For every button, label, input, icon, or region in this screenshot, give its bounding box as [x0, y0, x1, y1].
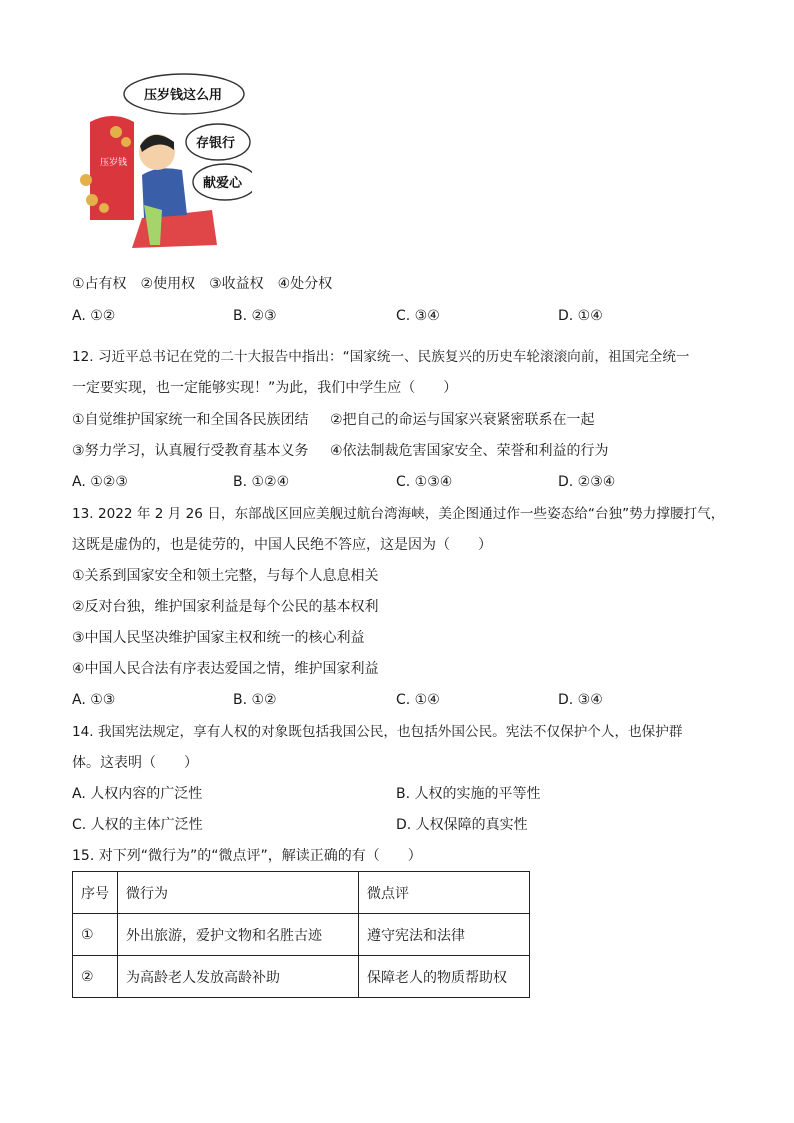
q12-option-a[interactable]: A. ①②③ [72, 474, 128, 490]
bubble-text-mid: 存银行 [196, 136, 236, 151]
q13-option-d[interactable]: D. ③④ [558, 692, 603, 708]
q12-statement-4: ④依法制裁危害国家安全、荣誉和利益的行为 [330, 443, 609, 459]
q11-statements: ①占有权 ②使用权 ③收益权 ④处分权 [72, 276, 333, 292]
table-row [73, 914, 530, 956]
q13-option-a[interactable]: A. ①③ [72, 692, 116, 708]
q14-option-a[interactable]: A. 人权内容的广泛性 [72, 786, 203, 802]
q11-option-d[interactable]: D. ①④ [558, 308, 603, 324]
q12-option-d[interactable]: D. ②③④ [558, 474, 616, 490]
q13-option-b[interactable]: B. ①② [233, 692, 277, 708]
table-cell: 为高龄老人发放高龄补助 [118, 956, 359, 998]
table-cell: ② [73, 956, 118, 998]
table-row [73, 956, 530, 998]
envelope-label: 压岁钱 [100, 158, 128, 168]
q12-statement-2: ②把自己的命运与国家兴衰紧密联系在一起 [330, 412, 595, 428]
q12-stem-line2: 一定要实现，也一定能够实现！”为此，我们中学生应（ ） [72, 380, 458, 396]
q13-stem-line2: 这既是虚伪的，也是徒劳的，中国人民绝不答应，这是因为（ ） [72, 537, 492, 553]
table-cell: 保障老人的物质帮助权 [359, 956, 530, 998]
q12-statement-1: ①自觉维护国家统一和全国各民族团结 [72, 412, 309, 428]
q13-statement-2: ②反对台独，维护国家利益是每个公民的基本权利 [72, 599, 379, 615]
q11-option-a[interactable]: A. ①② [72, 308, 116, 324]
table-header-row [73, 872, 530, 914]
table-cell: 外出旅游，爱护文物和名胜古迹 [118, 914, 359, 956]
bubble-text-bottom: 献爱心 [203, 176, 243, 191]
table-cell: ① [73, 914, 118, 956]
q13-statement-4: ④中国人民合法有序表达爱国之情，维护国家利益 [72, 661, 379, 677]
q12-stem-line1: 12. 习近平总书记在党的二十大报告中指出：“国家统一、民族复兴的历史车轮滚滚向前，祖国完全统一 [72, 349, 690, 365]
q12-option-c[interactable]: C. ①③④ [396, 474, 453, 490]
cartoon-illustration [72, 70, 252, 255]
q13-statement-1: ①关系到国家安全和领土完整，与每个人息息相关 [72, 568, 379, 584]
q14-stem-line1: 14. 我国宪法规定，享有人权的对象既包括我国公民，也包括外国公民。宪法不仅保护个人，也保护群 [72, 724, 683, 740]
q15-table [72, 871, 530, 998]
table-header-cell: 微行为 [118, 872, 359, 914]
q14-stem-line2: 体。这表明（ ） [72, 755, 198, 771]
table-header-cell: 微点评 [359, 872, 530, 914]
q13-option-c[interactable]: C. ①④ [396, 692, 440, 708]
cartoon-svg [72, 70, 252, 255]
q11-option-c[interactable]: C. ③④ [396, 308, 440, 324]
q13-statement-3: ③中国人民坚决维护国家主权和统一的核心利益 [72, 630, 365, 646]
bubble-text-top: 压岁钱这么用 [144, 88, 223, 103]
q12-option-b[interactable]: B. ①②④ [233, 474, 290, 490]
table-header-cell: 序号 [73, 872, 118, 914]
q14-option-d[interactable]: D. 人权保障的真实性 [396, 817, 528, 833]
q12-statement-3: ③努力学习，认真履行受教育基本义务 [72, 443, 309, 459]
q14-option-b[interactable]: B. 人权的实施的平等性 [396, 786, 541, 802]
q15-stem: 15. 对下列“微行为”的“微点评”，解读正确的有（ ） [72, 848, 422, 864]
table-cell: 遵守宪法和法律 [359, 914, 530, 956]
q13-stem-line1: 13. 2022 年 2 月 26 日，东部战区回应美舰过航台湾海峡，美企图通过作一些姿态给“台独”势力撑腰打气， [72, 506, 725, 522]
q14-option-c[interactable]: C. 人权的主体广泛性 [72, 817, 203, 833]
q11-option-b[interactable]: B. ②③ [233, 308, 277, 324]
